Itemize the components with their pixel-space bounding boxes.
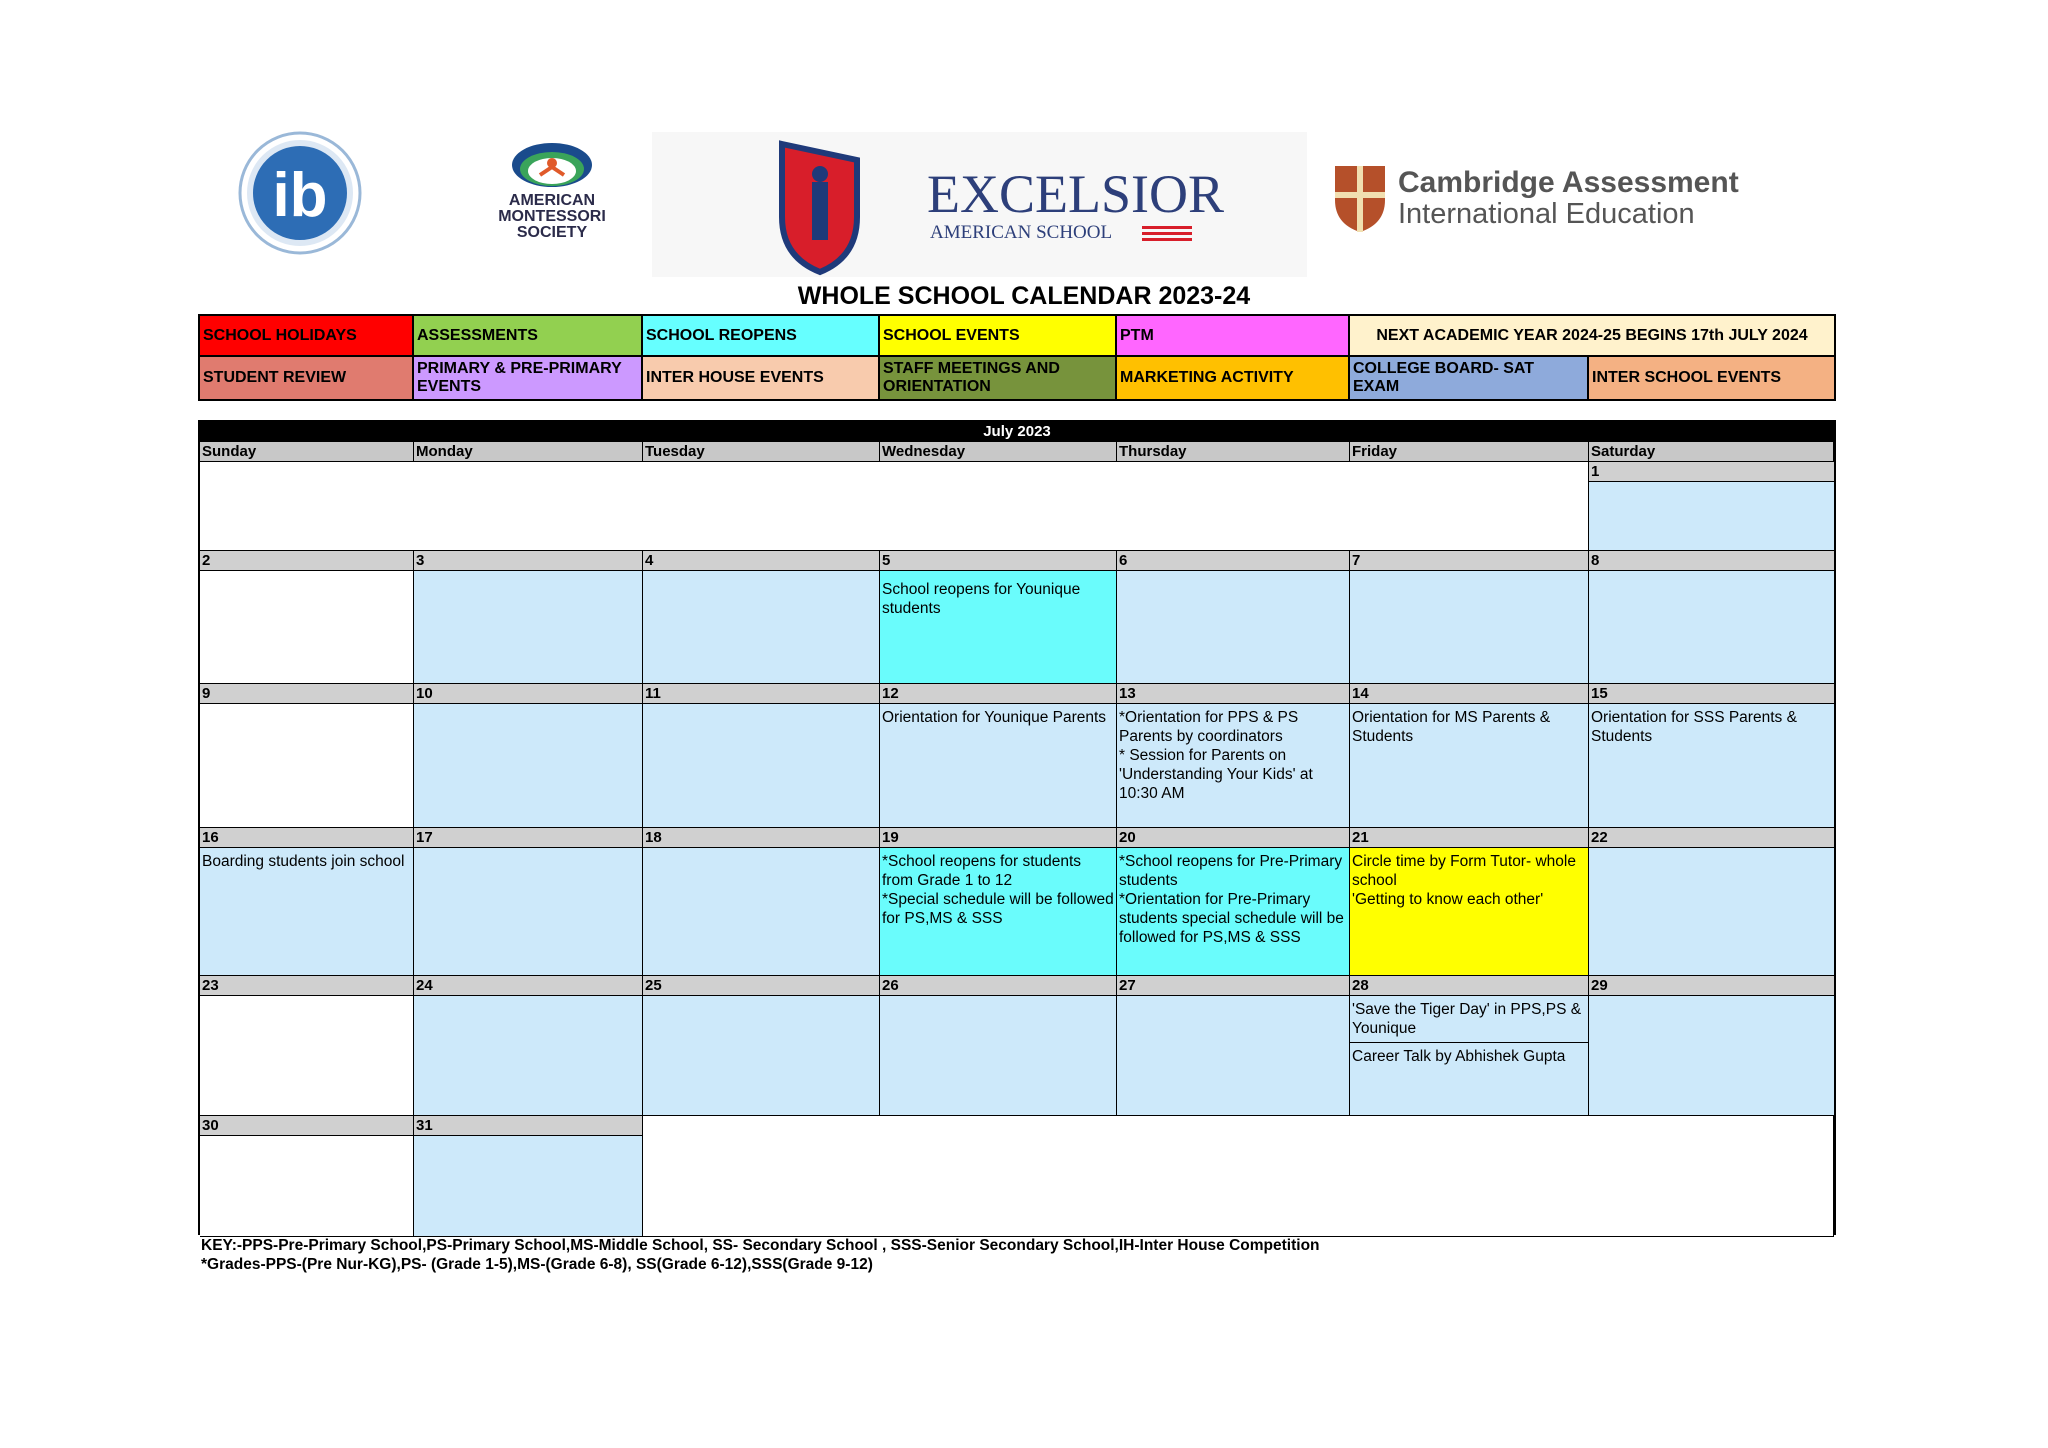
day-number: 12	[880, 684, 1116, 704]
day-cell-26	[880, 976, 1117, 1116]
day-number: 29	[1589, 976, 1834, 996]
day-number: 10	[414, 684, 642, 704]
excelsior-logo	[652, 132, 1307, 277]
day-cell-17	[414, 828, 643, 976]
day-number: 20	[1117, 828, 1349, 848]
legend-item-row1-0: SCHOOL HOLIDAYS	[200, 316, 414, 357]
legend-item-row2-2: INTER HOUSE EVENTS	[643, 357, 880, 399]
day-number: 5	[880, 551, 1116, 571]
weekday-sunday: Sunday	[200, 442, 414, 462]
key-line-2: *Grades-PPS-(Pre Nur-KG),PS- (Grade 1-5),MS-(Grade 6-8), SS(Grade 6-12),SSS(Grade 9-12)	[201, 1256, 873, 1273]
event-text: Orientation for MS Parents & Students	[1352, 709, 1551, 745]
day-cell-27	[1117, 976, 1350, 1116]
weekday-thursday: Thursday	[1117, 442, 1350, 462]
weekday-monday: Monday	[414, 442, 643, 462]
day-number: 11	[643, 684, 879, 704]
legend-item-row2-1: PRIMARY & PRE-PRIMARY EVENTS	[414, 357, 643, 399]
ib-logo	[210, 128, 375, 258]
day-number: 2	[200, 551, 413, 571]
legend-item-row1-5: NEXT ACADEMIC YEAR 2024-25 BEGINS 17th JULY 2024	[1350, 316, 1834, 357]
day-cell-30	[200, 1116, 414, 1237]
day-number: 18	[643, 828, 879, 848]
empty-cells-week6	[643, 1116, 1834, 1237]
day-cell-18	[643, 828, 880, 976]
day-number: 7	[1350, 551, 1588, 571]
day-cell-12	[880, 684, 1117, 828]
legend-item-row2-5: COLLEGE BOARD- SAT EXAM	[1350, 357, 1589, 399]
legend-item-row1-1: ASSESSMENTS	[414, 316, 643, 357]
legend-item-row1-4: PTM	[1117, 316, 1350, 357]
day-cell-11	[643, 684, 880, 828]
empty-cells-week1	[200, 462, 1589, 551]
day-cell-21	[1350, 828, 1589, 976]
event-text: Orientation for Younique Parents	[882, 709, 1107, 726]
ams-line1: AMERICAN	[508, 192, 596, 209]
legend	[198, 314, 1836, 401]
day-cell-9	[200, 684, 414, 828]
day-cell-5	[880, 551, 1117, 684]
day-number: 26	[880, 976, 1116, 996]
excelsior-name: EXCELSIOR	[927, 164, 1224, 224]
day-cell-14	[1350, 684, 1589, 828]
day-number: 24	[414, 976, 642, 996]
excelsior-sub: AMERICAN SCHOOL	[930, 222, 1113, 243]
ams-line3: SOCIETY	[516, 224, 588, 241]
day-number: 4	[643, 551, 879, 571]
day-number: 3	[414, 551, 642, 571]
day-cell-22	[1589, 828, 1834, 976]
day-number: 27	[1117, 976, 1349, 996]
day-number: 14	[1350, 684, 1588, 704]
day-number: 15	[1589, 684, 1834, 704]
ib-logo-text: ib	[272, 161, 328, 230]
key-line-1: KEY:-PPS-Pre-Primary School,PS-Primary School,MS-Middle School, SS- Secondary School , SSS-Senior Secondary School,IH-Inter House Competition	[201, 1237, 1320, 1254]
day-number: 22	[1589, 828, 1834, 848]
event-text: Boarding students join school	[202, 853, 405, 870]
cambridge-line1: Cambridge Assessment	[1398, 166, 1739, 199]
legend-item-row1-2: SCHOOL REOPENS	[643, 316, 880, 357]
day-number: 30	[200, 1116, 413, 1136]
day-cell-15	[1589, 684, 1834, 828]
event-divider	[1350, 1042, 1588, 1043]
day-number: 16	[200, 828, 413, 848]
day-number: 6	[1117, 551, 1349, 571]
day-number: 28	[1350, 976, 1588, 996]
day-number: 25	[643, 976, 879, 996]
weekday-wednesday: Wednesday	[880, 442, 1117, 462]
day-cell-16	[200, 828, 414, 976]
legend-item-row2-6: INTER SCHOOL EVENTS	[1589, 357, 1834, 399]
calendar-grid	[198, 420, 1836, 1235]
day-cell-19	[880, 828, 1117, 976]
day-cell-13	[1117, 684, 1350, 828]
event-text: *School reopens for Pre-Primary students *Orientation for Pre-Primary students special schedule will be followed for PS,MS & SSS	[1119, 853, 1344, 946]
day-cell-25	[643, 976, 880, 1116]
event-text: *School reopens for students from Grade 1 to 12 *Special schedule will be followed for PS,MS & SSS	[882, 853, 1114, 927]
weekday-saturday: Saturday	[1589, 442, 1834, 462]
day-number: 31	[414, 1116, 642, 1136]
day-cell-31	[414, 1116, 643, 1237]
day-cell-29	[1589, 976, 1834, 1116]
day-number: 19	[880, 828, 1116, 848]
legend-item-row2-3: STAFF MEETINGS AND ORIENTATION	[880, 357, 1117, 399]
day-cell-8	[1589, 551, 1834, 684]
event-text-2: Career Talk by Abhishek Gupta	[1352, 1048, 1566, 1065]
day-number: 9	[200, 684, 413, 704]
month-title: July 2023	[200, 422, 1834, 442]
day-number: 23	[200, 976, 413, 996]
weekday-friday: Friday	[1350, 442, 1589, 462]
weekday-tuesday: Tuesday	[643, 442, 880, 462]
day-cell-24	[414, 976, 643, 1116]
day-cell-4	[643, 551, 880, 684]
legend-item-row1-3: SCHOOL EVENTS	[880, 316, 1117, 357]
legend-item-row2-0: STUDENT REVIEW	[200, 357, 414, 399]
day-number: 17	[414, 828, 642, 848]
day-cell-2	[200, 551, 414, 684]
day-number: 8	[1589, 551, 1834, 571]
event-text: School reopens for Younique students	[882, 581, 1081, 617]
page-title: WHOLE SCHOOL CALENDAR 2023-24	[797, 282, 1251, 310]
day-cell-3	[414, 551, 643, 684]
day-cell-28	[1350, 976, 1589, 1116]
day-cell-20	[1117, 828, 1350, 976]
day-cell-7	[1350, 551, 1589, 684]
day-number: 1	[1589, 462, 1834, 482]
ams-line2: MONTESSORI	[498, 208, 606, 225]
day-cell-10	[414, 684, 643, 828]
legend-item-row2-4: MARKETING ACTIVITY	[1117, 357, 1350, 399]
day-cell-1	[1589, 462, 1834, 551]
event-text: Orientation for SSS Parents & Students	[1591, 709, 1797, 745]
event-text: *Orientation for PPS & PS Parents by coordinators * Session for Parents on 'Understanding Your Kids' at 10:30 AM	[1119, 709, 1313, 802]
american-montessori-society-logo	[470, 135, 635, 250]
day-cell-6	[1117, 551, 1350, 684]
day-cell-23	[200, 976, 414, 1116]
event-text: 'Save the Tiger Day' in PPS,PS & Younique	[1352, 1001, 1582, 1037]
cambridge-line2: International Education	[1398, 198, 1695, 230]
day-number: 21	[1350, 828, 1588, 848]
day-number: 13	[1117, 684, 1349, 704]
event-text: Circle time by Form Tutor- whole school 'Getting to know each other'	[1352, 853, 1576, 908]
cambridge-assessment-logo	[1330, 158, 1750, 238]
